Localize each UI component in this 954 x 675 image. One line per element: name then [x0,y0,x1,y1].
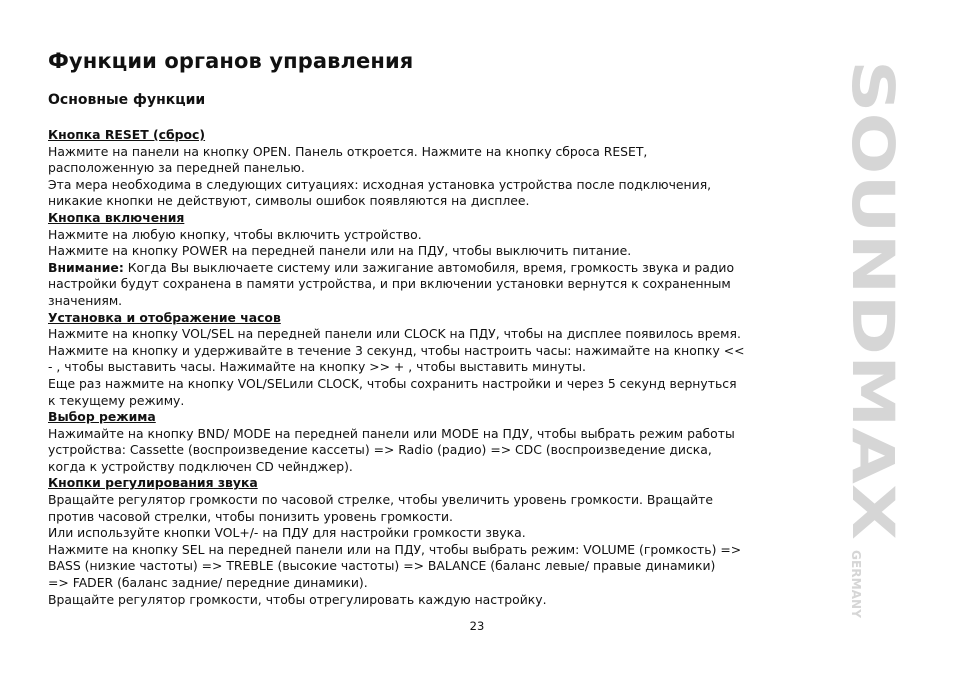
body-line: к текущему режиму. [48,392,185,408]
body-line: когда к устройству подключен CD чейнджер). [48,458,353,474]
page-title: Функции органов управления [48,49,414,73]
body-line: Нажмите на кнопку и удерживайте в течение 3 секунд, чтобы настроить часы: нажимайте на кнопку << [48,342,745,358]
body-line: Еще раз нажмите на кнопку VOL/SELили CLOCK, чтобы сохранить настройки и через 5 секунд вернуться [48,375,737,391]
body-line: Нажмите на кнопку VOL/SEL на передней панели или CLOCK на ПДУ, чтобы на дисплее появилось время. [48,326,741,342]
body-line: Нажимайте на кнопку BND/ MODE на передней панели или MODE на ПДУ, чтобы выбрать режим работы [48,425,735,441]
brand-tagline: GERMANY [849,550,863,618]
body-line: настройки будут сохранена в памяти устройства, и при включении установки вернутся к сохраненным [48,276,731,292]
body-line: Вращайте регулятор громкости по часовой стрелке, чтобы увеличить уровень громкости. Вращайте [48,492,714,508]
warning-line [48,260,818,277]
body-line: - , чтобы выставить часы. Нажимайте на кнопку >> + , чтобы выставить минуты. [48,359,586,375]
clock-heading: Установка и отображение часов [48,309,281,325]
content-body [48,127,818,608]
warning-text: Когда Вы выключаете систему или зажигание автомобиля, время, громкость звука и радио [123,259,735,275]
reset-heading: Кнопка RESET (сброс) [48,127,206,142]
page-number: 23 [469,619,485,633]
body-line: Или используйте кнопки VOL+/- на ПДУ для настройки громкости звука. [48,525,526,541]
body-line: значениям. [48,292,123,308]
section-subtitle: Основные функции [48,92,206,108]
body-line: Нажмите на кнопку SEL на передней панели или на ПДУ, чтобы выбрать режим: VOLUME (громкость) => [48,541,742,557]
body-line: против часовой стрелки, чтобы понизить уровень громкости. [48,508,453,524]
power-heading: Кнопка включения [48,209,185,225]
body-line: Нажмите на кнопку POWER на передней панели или на ПДУ, чтобы выключить питание. [48,243,632,259]
body-line: BASS (низкие частоты) => TREBLE (высокие частоты) => BALANCE (баланс левые/ правые динамики) [48,558,716,574]
brand-name: SOUNDMAX [839,60,907,443]
body-line: устройства: Cassette (воспроизведение кассеты) => Radio (радио) => CDC (воспроизведение диска, [48,442,712,458]
brand-logo-svg [839,60,907,620]
body-line: Эта мера необходима в следующих ситуациях: исходная установка устройства после подключения, [48,176,712,192]
body-line: Нажмите на панели на кнопку OPEN. Панель откроется. Нажмите на кнопку сброса RESET, [48,143,648,159]
body-line: никакие кнопки не действуют, символы ошибок появляются на дисплее. [48,193,530,209]
warning-label: Внимание: [48,259,124,275]
body-line: расположенную за передней панелью. [48,160,305,176]
body-line: Вращайте регулятор громкости, чтобы отрегулировать каждую настройку. [48,591,547,607]
brand-logo [839,60,907,620]
sound-heading: Кнопки регулирования звука [48,475,258,491]
mode-heading: Выбор режима [48,409,156,425]
body-line: => FADER (баланс задние/ передние динамики). [48,575,368,591]
body-line: Нажмите на любую кнопку, чтобы включить устройство. [48,226,422,242]
